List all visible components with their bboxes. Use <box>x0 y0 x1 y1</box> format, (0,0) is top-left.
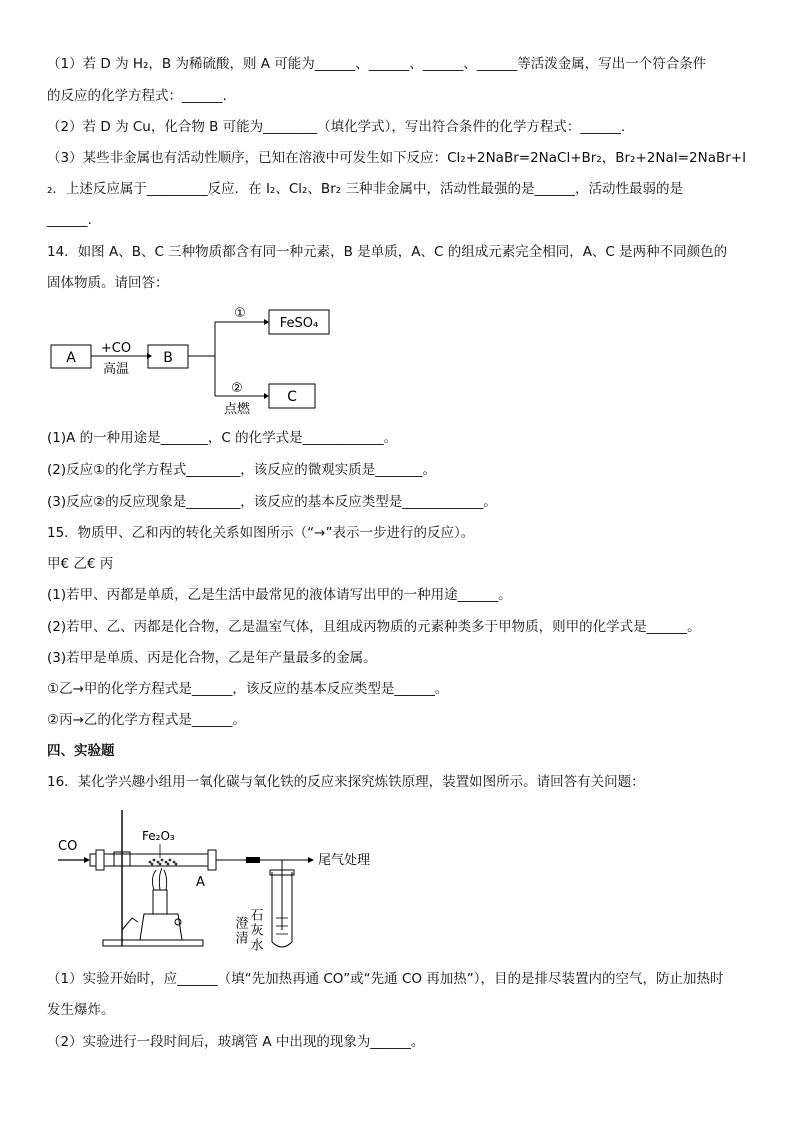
q14-stem-line2: 固体物质。请回答： <box>47 275 169 291</box>
route-1-marker: ① <box>234 306 246 321</box>
q13-part3-line1: （3）某些非金属也有活动性顺序，已知在溶液中可发生如下反应：Cl₂+2NaBr=2NaCl+Br₂，Br₂+2NaI=2NaBr+I <box>47 150 747 166</box>
q15-question-3: (3)若甲是单质、丙是化合物，乙是年产量最多的金属。 <box>47 650 377 666</box>
tube-a-label: A <box>196 875 205 890</box>
q14-flow-diagram <box>50 300 350 420</box>
box-c-label: C <box>287 389 297 405</box>
q14-question-3: (3)反应②的反应现象是________，该反应的基本反应类型是____________。 <box>47 494 497 510</box>
q16-question-2: （2）实验进行一段时间后，玻璃管 A 中出现的现象为______。 <box>47 1034 425 1050</box>
q13-part1-line2: 的反应的化学方程式：______. <box>47 88 227 104</box>
q13-part2: （2）若 D 为 Cu，化合物 B 可能为________（填化学式），写出符合条件的化学方程式：______. <box>47 119 626 135</box>
limewater-label-column2: 澄清 <box>232 916 248 946</box>
limewater-label-column1: 石灰水 <box>247 908 263 953</box>
q16-question-1-line1: （1）实验开始时，应______（填“先加热再通 CO”或“先通 CO 再加热”），目的是排尽装置内的空气，防止加热时 <box>47 971 724 987</box>
q15-transformation-chain: 甲€ 乙€ 丙 <box>47 556 114 572</box>
tail-gas-label: 尾气处理 <box>318 853 371 868</box>
q15-question-2: (2)若甲、乙、丙都是化合物，乙是温室气体，且组成丙物质的元素种类多于甲物质，则甲的化学式是______。 <box>47 619 701 635</box>
box-b-label: B <box>163 350 173 366</box>
q13-part3-line3: ______. <box>47 212 92 228</box>
box-a-label: A <box>66 350 76 366</box>
route-2-marker: ② <box>231 381 243 396</box>
q16-apparatus-diagram <box>50 800 390 960</box>
co-inlet-label: CO <box>58 839 78 854</box>
q13-part1-line1: （1）若 D 为 H₂，B 为稀硫酸，则 A 可能为______、______、______、______等活泼金属，写出一个符合条件 <box>47 56 707 72</box>
q16-stem: 16．某化学兴趣小组用一氧化碳与氧化铁的反应来探究炼铁原理，装置如图所示。请回答有关问题： <box>47 774 645 790</box>
q16-question-1-line2: 发生爆炸。 <box>47 1002 115 1018</box>
q14-stem-line1: 14．如图 A、B、C 三种物质都含有同一种元素，B 是单质，A、C 的组成元素完全相同，A、C 是两种不同颜色的 <box>47 244 728 260</box>
q14-question-2: (2)反应①的化学方程式________，该反应的微观实质是_______。 <box>47 462 436 478</box>
q15-question-1: (1)若甲、丙都是单质，乙是生活中最常见的液体请写出甲的一种用途______。 <box>47 587 512 603</box>
condition-ignite: 点燃 <box>223 402 251 417</box>
q13-part3-line2: ₂．上述反应属于_________反应．在 I₂、Cl₂、Br₂ 三种非金属中，活动性最强的是______，活动性最弱的是 <box>47 181 683 197</box>
q15-question-3a: ①乙→甲的化学方程式是______，该反应的基本反应类型是______。 <box>47 681 449 697</box>
q15-stem: 15．物质甲、乙和丙的转化关系如图所示（“→”表示一步进行的反应）。 <box>47 525 475 541</box>
fe2o3-label: Fe₂O₃ <box>142 829 175 843</box>
box-feso4-label: FeSO₄ <box>279 316 319 331</box>
reagent-co: +CO <box>100 341 132 356</box>
q14-question-1: (1)A 的一种用途是_______，C 的化学式是____________。 <box>47 430 398 446</box>
condition-high-temp: 高温 <box>102 362 130 377</box>
section-heading-experiment: 四、实验题 <box>47 743 115 759</box>
q15-question-3b: ②丙→乙的化学方程式是______。 <box>47 712 246 728</box>
